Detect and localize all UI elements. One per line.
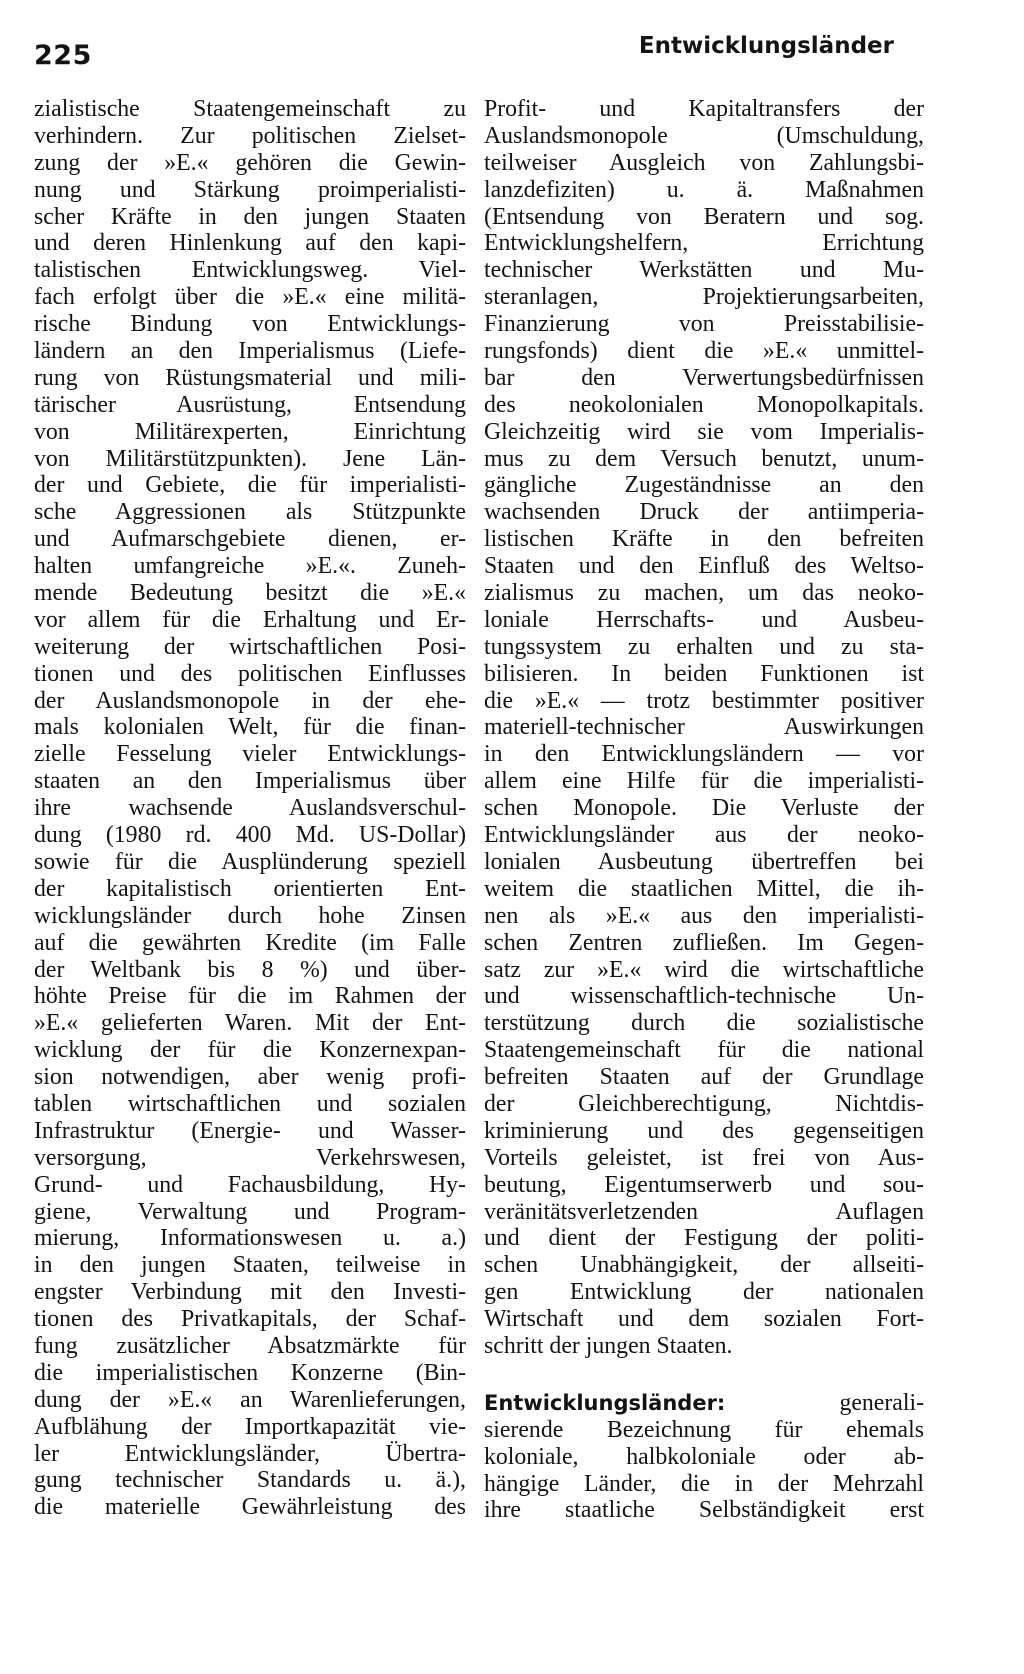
left-column	[34, 96, 466, 1521]
text-line: weiterung der wirtschaftlichen Posi-	[34, 633, 466, 660]
text-line: kriminierung und des gegenseitigen	[484, 1117, 924, 1144]
text-line: listischen Kräfte in den befreiten	[484, 526, 924, 553]
text-line: mende Bedeutung besitzt die »E.«	[34, 580, 466, 607]
text-line: vor allem für die Erhaltung und Er-	[34, 606, 466, 633]
text-line: dung der »E.« an Warenlieferungen,	[34, 1386, 466, 1413]
text-line: mierung, Informationswesen u. a.)	[34, 1225, 466, 1252]
entry-first-line	[484, 1390, 924, 1417]
text-line: befreiten Staaten auf der Grundlage	[484, 1064, 924, 1091]
text-line: allem eine Hilfe für die imperialisti-	[484, 768, 924, 795]
text-line: rische Bindung von Entwicklungs-	[34, 311, 466, 338]
text-line: ler Entwicklungsländer, Übertra-	[34, 1440, 466, 1467]
text-line: lonialen Ausbeutung übertreffen bei	[484, 848, 924, 875]
text-line: wicklung der für die Konzernexpan-	[34, 1037, 466, 1064]
text-line: schen Unabhängigkeit, der allseiti-	[484, 1252, 924, 1279]
text-line: der Gleichberechtigung, Nichtdis-	[484, 1090, 924, 1117]
text-line: dung (1980 rd. 400 Md. US-Dollar)	[34, 822, 466, 849]
text-line: schritt der jungen Staaten.	[484, 1332, 733, 1359]
text-line: sowie für die Ausplünderung speziell	[34, 848, 466, 875]
text-line: zialismus zu machen, um das neoko-	[484, 580, 924, 607]
text-line: materiell-technischer Auswirkungen	[484, 714, 924, 741]
text-line: loniale Herrschafts- und Ausbeu-	[484, 606, 924, 633]
text-line: bar den Verwertungsbedürfnissen	[484, 364, 924, 391]
text-line: (Entsendung von Beratern und sog.	[484, 203, 924, 230]
text-line: die imperialistischen Konzerne (Bin-	[34, 1359, 466, 1386]
text-line: weitem die staatlichen Mittel, die ih-	[484, 875, 924, 902]
text-line: Grund- und Fachausbildung, Hy-	[34, 1171, 466, 1198]
text-line: engster Verbindung mit den Investi-	[34, 1279, 466, 1306]
text-line: der Auslandsmonopole in der ehe-	[34, 687, 466, 714]
text-line: zung der »E.« gehören die Gewin-	[34, 149, 466, 176]
text-line: gängliche Zugeständnisse an den	[484, 472, 924, 499]
text-line: wachsenden Druck der antiimperia-	[484, 499, 924, 526]
text-line: ländern an den Imperialismus (Liefe-	[34, 338, 466, 365]
text-line: der und Gebiete, die für imperialisti-	[34, 472, 466, 499]
text-line: die materielle Gewährleistung des	[34, 1494, 466, 1521]
text-line: teilweiser Ausgleich von Zahlungsbi-	[484, 149, 924, 176]
text-line: Staatengemeinschaft für die national	[484, 1037, 924, 1064]
text-line: Gleichzeitig wird sie vom Imperialis-	[484, 418, 924, 445]
text-line: Auslandsmonopole (Umschuldung,	[484, 122, 924, 149]
text-line: rung von Rüstungsmaterial und mili-	[34, 364, 466, 391]
text-line: und dient der Festigung der politi-	[484, 1225, 924, 1252]
text-line: halten umfangreiche »E.«. Zuneh-	[34, 553, 466, 580]
text-line: verhindern. Zur politischen Zielset-	[34, 122, 466, 149]
text-line: wicklungsländer durch hohe Zinsen	[34, 902, 466, 929]
text-line: fach erfolgt über die »E.« eine militä-	[34, 284, 466, 311]
text-line: Entwicklungshelfern, Errichtung	[484, 230, 924, 257]
text-line: versorgung, Verkehrswesen,	[34, 1144, 466, 1171]
text-line: talistischen Entwicklungsweg. Viel-	[34, 257, 466, 284]
text-line: und deren Hinlenkung auf den kapi-	[34, 230, 466, 257]
entry-body	[484, 1417, 924, 1525]
text-line: nen als »E.« aus den imperialisti-	[484, 902, 924, 929]
text-line: zielle Fesselung vieler Entwicklungs-	[34, 741, 466, 768]
text-line: des neokolonialen Monopolkapitals.	[484, 391, 924, 418]
text-line: auf die gewährten Kredite (im Falle	[34, 929, 466, 956]
text-line: gen Entwicklung der nationalen	[484, 1279, 924, 1306]
text-line: Vorteils geleistet, ist frei von Aus-	[484, 1144, 924, 1171]
text-line: schen Zentren zufließen. Im Gegen-	[484, 929, 924, 956]
text-line: hängige Länder, die in der Mehrzahl	[484, 1470, 924, 1497]
entry-headword: Entwicklungsländer:	[484, 1390, 726, 1415]
text-line: Infrastruktur (Energie- und Wasser-	[34, 1117, 466, 1144]
text-line: von Militärexperten, Einrichtung	[34, 418, 466, 445]
text-line: gung technischer Standards u. ä.),	[34, 1467, 466, 1494]
text-line: satz zur »E.« wird die wirtschaftliche	[484, 956, 924, 983]
entry-gap	[484, 1360, 924, 1390]
text-line: scher Kräfte in den jungen Staaten	[34, 203, 466, 230]
text-line: der Weltbank bis 8 %) und über-	[34, 956, 466, 983]
text-line: schen Monopole. Die Verluste der	[484, 795, 924, 822]
text-line: steranlagen, Projektierungsarbeiten,	[484, 284, 924, 311]
text-line: lanzdefiziten) u. ä. Maßnahmen	[484, 176, 924, 203]
text-line: koloniale, halbkoloniale oder ab-	[484, 1443, 924, 1470]
text-line: mals kolonialen Welt, für die finan-	[34, 714, 466, 741]
text-line: Entwicklungsländer aus der neoko-	[484, 822, 924, 849]
text-line: beutung, Eigentumserwerb und sou-	[484, 1171, 924, 1198]
text-line: und wissenschaftlich-technische Un-	[484, 983, 924, 1010]
text-line: sion notwendigen, aber wenig profi-	[34, 1064, 466, 1091]
text-line: fung zusätzlicher Absatzmärkte für	[34, 1332, 466, 1359]
text-line: in den Entwicklungsländern — vor	[484, 741, 924, 768]
text-line: terstützung durch die sozialistische	[484, 1010, 924, 1037]
text-line: »E.« gelieferten Waren. Mit der Ent-	[34, 1010, 466, 1037]
dictionary-entry	[484, 1390, 924, 1524]
text-line: Profit- und Kapitaltransfers der	[484, 96, 924, 122]
text-line: tärischer Ausrüstung, Entsendung	[34, 391, 466, 418]
text-line: Finanzierung von Preisstabilisie-	[484, 311, 924, 338]
text-line: höhte Preise für die im Rahmen der	[34, 983, 466, 1010]
right-column-body	[484, 96, 924, 1360]
text-line: staaten an den Imperialismus über	[34, 768, 466, 795]
running-head: Entwicklungsländer	[638, 33, 894, 59]
text-line: in den jungen Staaten, teilweise in	[34, 1252, 466, 1279]
text-line: tablen wirtschaftlichen und sozialen	[34, 1090, 466, 1117]
text-line: tungssystem zu erhalten und zu sta-	[484, 633, 924, 660]
text-line: ihre wachsende Auslandsverschul-	[34, 795, 466, 822]
text-line: nung und Stärkung proimperialisti-	[34, 176, 466, 203]
text-line: sche Aggressionen als Stützpunkte	[34, 499, 466, 526]
text-line: giene, Verwaltung und Program-	[34, 1198, 466, 1225]
text-line: Wirtschaft und dem sozialen Fort-	[484, 1306, 924, 1333]
text-line: Staaten und den Einfluß des Weltso-	[484, 553, 924, 580]
text-line: rungsfonds) dient die »E.« unmittel-	[484, 338, 924, 365]
entry-first-line-rest: generali-	[839, 1389, 924, 1416]
text-line: tionen des Privatkapitals, der Schaf-	[34, 1306, 466, 1333]
text-line: ihre staatliche Selbständigkeit erst	[484, 1497, 924, 1524]
text-line: zialistische Staatengemeinschaft zu	[34, 96, 466, 122]
text-line: veränitätsverletzenden Auflagen	[484, 1198, 924, 1225]
text-line: Aufblähung der Importkapazität vie-	[34, 1413, 466, 1440]
text-line: von Militärstützpunkten). Jene Län-	[34, 445, 466, 472]
text-line: mus zu dem Versuch benutzt, unum-	[484, 445, 924, 472]
text-line: tionen und des politischen Einflusses	[34, 660, 466, 687]
text-line: bilisieren. In beiden Funktionen ist	[484, 660, 924, 687]
text-line: der kapitalistisch orientierten Ent-	[34, 875, 466, 902]
text-line: die »E.« — trotz bestimmter positiver	[484, 687, 924, 714]
page-number: 225	[34, 40, 92, 71]
right-column	[484, 96, 924, 1524]
text-line: und Aufmarschgebiete dienen, er-	[34, 526, 466, 553]
text-line: sierende Bezeichnung für ehemals	[484, 1416, 924, 1443]
text-line: technischer Werkstätten und Mu-	[484, 257, 924, 284]
